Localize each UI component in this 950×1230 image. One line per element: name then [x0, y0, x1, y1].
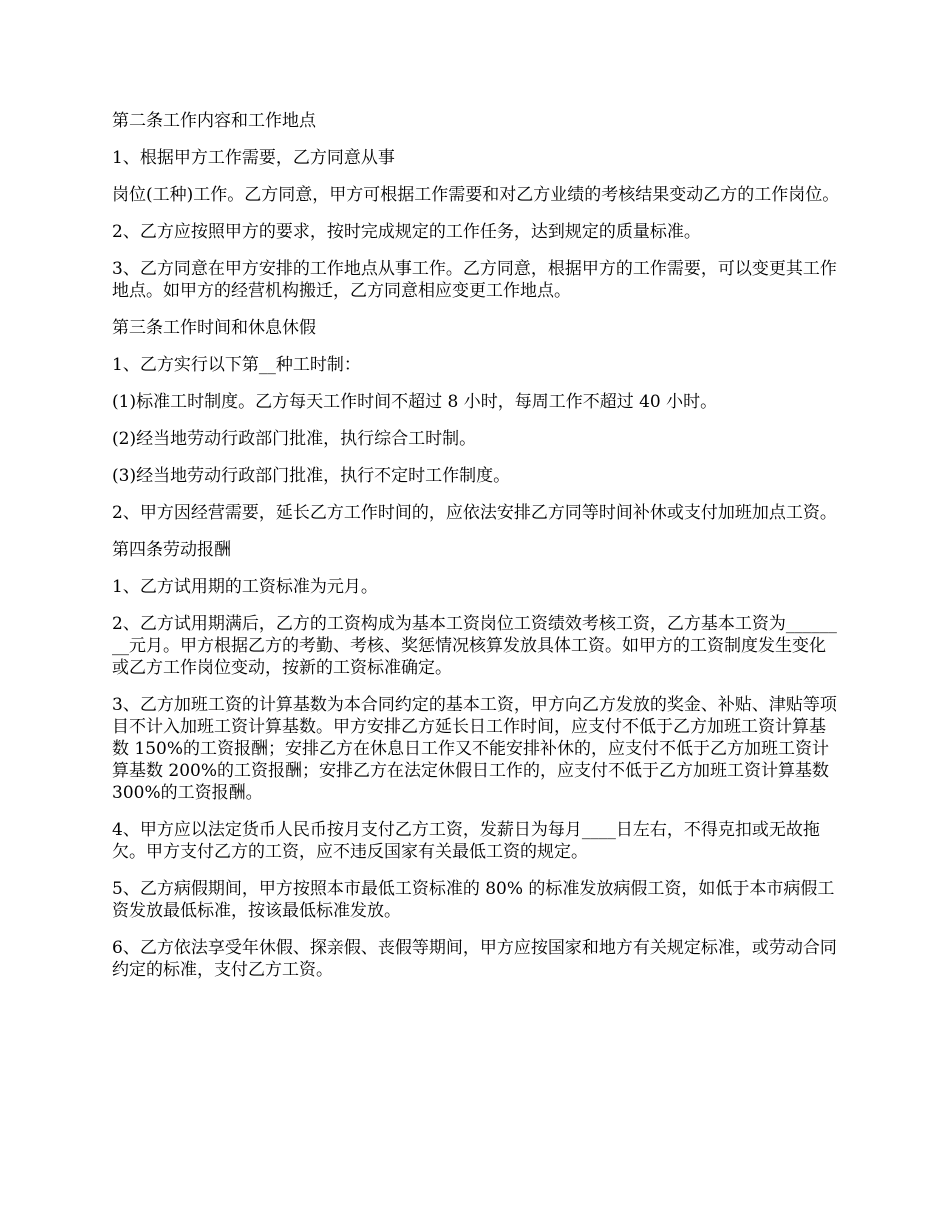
paragraph: 2、甲方因经营需要，延长乙方工作时间的，应依法安排乙方同等时间补休或支付加班加点工资。 [112, 503, 837, 523]
section-heading-article-2: 第二条工作内容和工作地点 [112, 111, 316, 131]
paragraph: 2、乙方应按照甲方的要求，按时完成规定的工作任务，达到规定的质量标准。 [112, 222, 701, 242]
paragraph: 1、乙方试用期的工资标准为元月。 [112, 577, 378, 597]
paragraph: 1、根据甲方工作需要，乙方同意从事 [112, 148, 395, 168]
paragraph: (2)经当地劳动行政部门批准，执行综合工时制。 [112, 429, 477, 449]
paragraph: 4、甲方应以法定货币人民币按月支付乙方工资，发薪日为每月____日左右，不得克扣或无故拖欠。甲方支付乙方的工资，应不违反国家有关最低工资的规定。 [112, 820, 820, 862]
section-heading-article-4: 第四条劳动报酬 [112, 540, 231, 560]
document-page [112, 110, 840, 996]
paragraph: 岗位(工种)工作。乙方同意，甲方可根据工作需要和对乙方业绩的考核结果变动乙方的工作岗位。 [112, 185, 840, 205]
paragraph: 5、乙方病假期间，甲方按照本市最低工资标准的 80% 的标准发放病假工资，如低于本市病假工资发放最低标准，按该最低标准发放。 [112, 879, 835, 921]
paragraph: 3、乙方加班工资的计算基数为本合同约定的基本工资，甲方向乙方发放的奖金、补贴、津贴等项目不计入加班工资计算基数。甲方安排乙方延长日工作时间，应支付不低于乙方加班工资计算基数 150%的工资报酬；安排乙方在休息日工作又不能安排补休的，应支付不低于乙方加班工资计算基数 200%的工资报酬；安排乙方在法定休假日工作的，应支付不低于乙方加班工资计算基数 300%的工资报酬。 [112, 695, 837, 803]
paragraph: 1、乙方实行以下第__种工时制： [112, 355, 361, 375]
section-heading-article-3: 第三条工作时间和休息休假 [112, 318, 316, 338]
paragraph: (1)标准工时制度。乙方每天工作时间不超过 8 小时，每周工作不超过 40 小时。 [112, 392, 718, 412]
paragraph: (3)经当地劳动行政部门批准，执行不定时工作制度。 [112, 466, 511, 486]
paragraph: 2、乙方试用期满后，乙方的工资构成为基本工资岗位工资绩效考核工资，乙方基本工资为________元月。甲方根据乙方的考勤、考核、奖惩情况核算发放具体工资。如甲方的工资制度发生变化或乙方工作岗位变动，按新的工资标准确定。 [112, 614, 837, 678]
paragraph: 3、乙方同意在甲方安排的工作地点从事工作。乙方同意，根据甲方的工作需要，可以变更其工作地点。如甲方的经营机构搬迁，乙方同意相应变更工作地点。 [112, 259, 837, 301]
paragraph: 6、乙方依法享受年休假、探亲假、丧假等期间，甲方应按国家和地方有关规定标准，或劳动合同约定的标准，支付乙方工资。 [112, 938, 837, 980]
